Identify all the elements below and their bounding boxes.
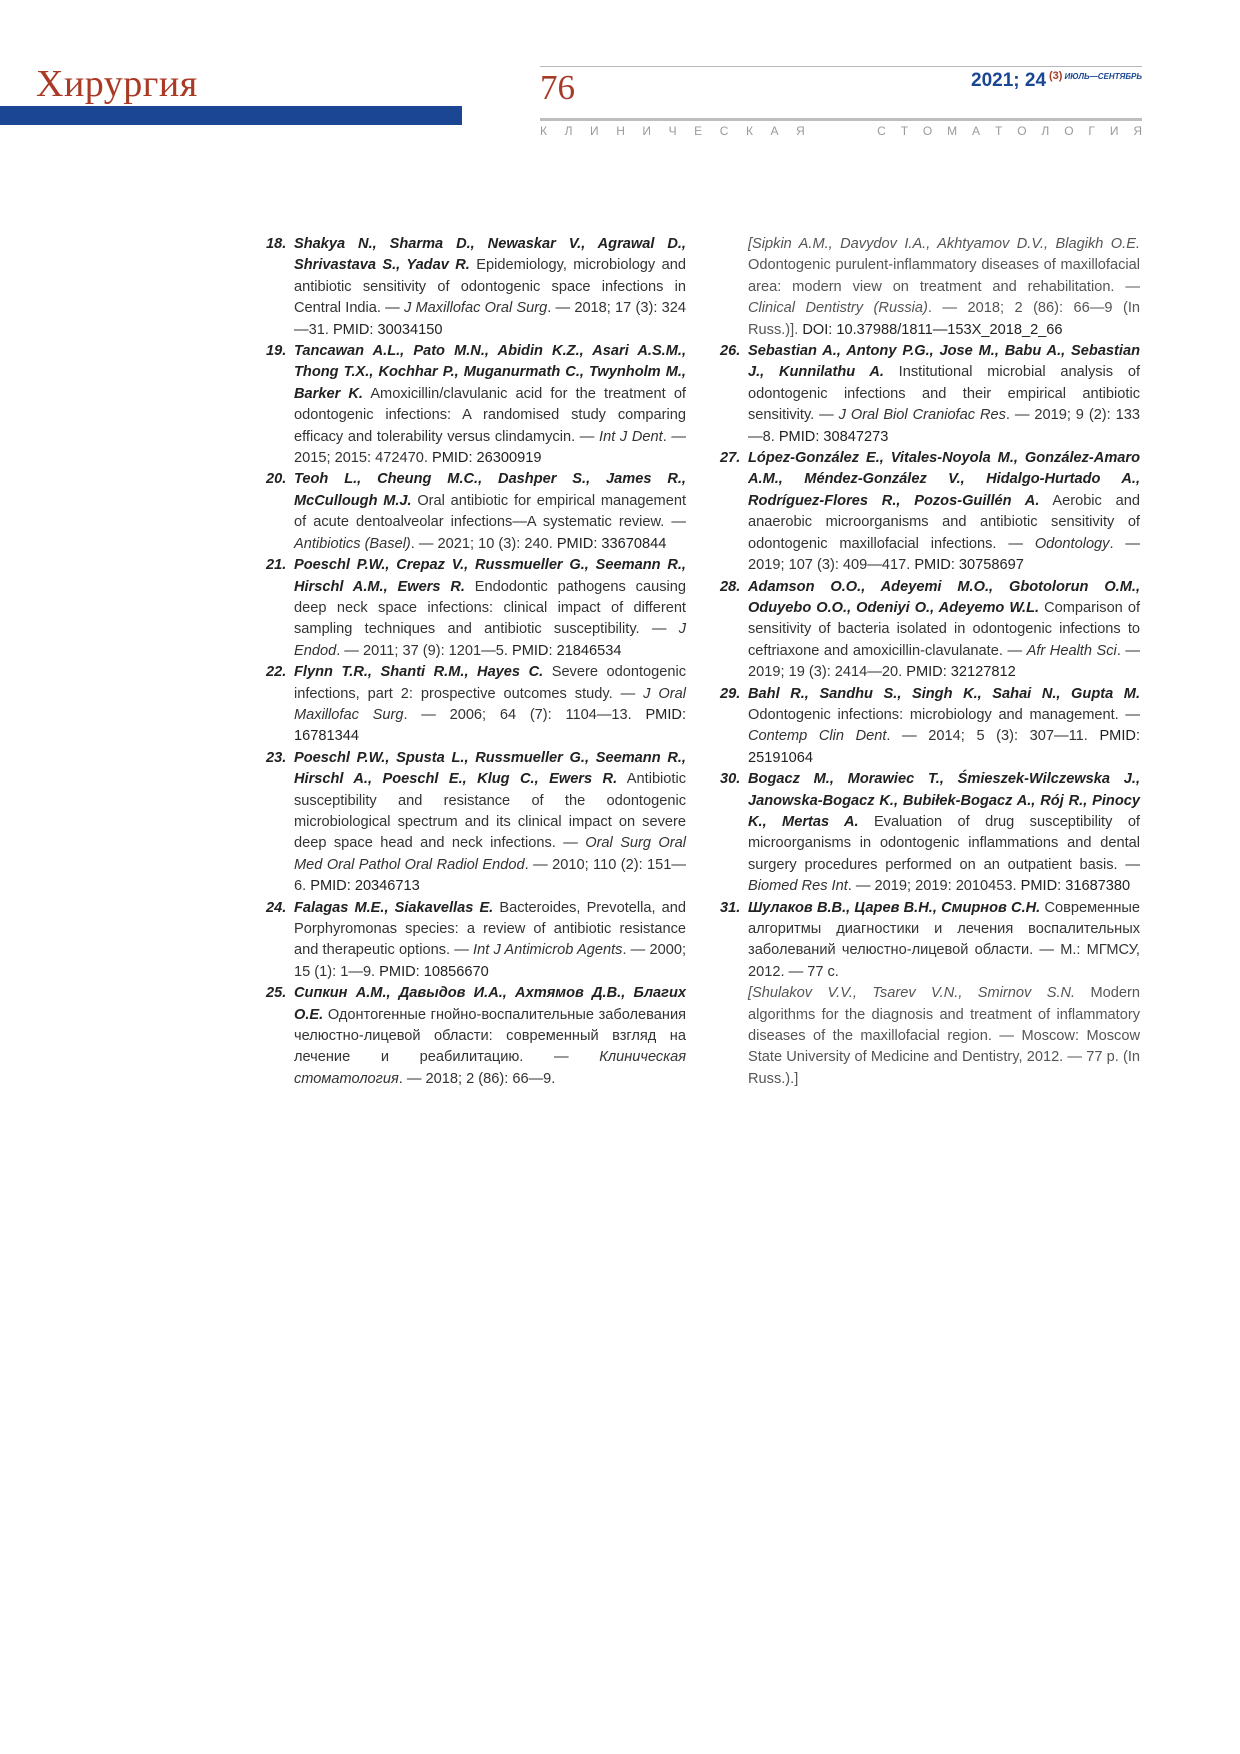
reference-title: Comparison of sensitivity of bacteria isolated in odontogenic infections to ceftriaxone and amoxicillin-clavulanate. — xyxy=(748,599,1140,659)
section-color-band xyxy=(0,106,462,125)
reference-authors: Tancawan A.L., Pato M.N., Abidin K.Z., Asari A.S.M., Thong T.X., Kochhar P., Muganurmath C., Twynholm M., Barker K. xyxy=(294,343,686,402)
reference-authors: Sebastian A., Antony P.G., Jose M., Babu A., Sebastian J., Kunnilathu A. xyxy=(748,343,1140,381)
reference-source: Oral Surg Oral Med Oral Pathol Oral Radiol Endod xyxy=(294,835,687,873)
reference-item xyxy=(720,684,1140,770)
reference-source: Afr Health Sci xyxy=(1026,642,1117,659)
issue-number: (3) xyxy=(1049,70,1063,82)
reference-number: 18. xyxy=(266,236,287,252)
reference-number: 29. xyxy=(720,685,741,702)
reference-title: Severe odontogenic infections, part 2: prospective outcomes study. — xyxy=(294,664,687,702)
reference-details: . — 2000; 15 (1): 1—9. xyxy=(294,942,686,980)
reference-title: Epidemiology, microbiology and antibiotic sensitivity of odontogenic space infections in Central India. — xyxy=(294,257,686,317)
reference-source: J Oral Biol Craniofac Res xyxy=(838,407,1006,424)
reference-number: 21. xyxy=(266,557,287,574)
reference-number: 20. xyxy=(266,471,287,488)
references-column-left xyxy=(266,234,687,1090)
reference-details: . — 2015; 2015: 472470. xyxy=(294,428,687,467)
reference-number: 28. xyxy=(720,578,741,595)
reference-title: Endodontic pathogens causing deep neck space infections: clinical impact of different sampling techniques and antibiotic susceptibility. — xyxy=(294,578,686,638)
header-top-rule xyxy=(540,66,1142,67)
reference-authors: Teoh L., Cheung M.C., Dashper S., James R., McCullough M.J. xyxy=(294,471,686,509)
reference-details: . — 2018; 17 (3): 324—31. xyxy=(294,300,686,338)
reference-pmid: PMID: 10856670 xyxy=(379,963,489,980)
reference-title: Amoxicillin/clavulanic acid for the treatment of odontogenic infections: A randomised study comparing efficacy and tolerability versus clindamycin. — xyxy=(294,385,686,445)
reference-item xyxy=(266,555,686,662)
reference-details: . — 2019; 9 (2): 133—8. xyxy=(748,407,1140,445)
reference-title: Antibiotic susceptibility and resistance of the odontogenic microbiological spectrum and its clinical impact on severe deep space head and neck infections. — xyxy=(294,771,687,852)
translation-title: Modern algorithms for the diagnosis and treatment of inflammatory diseases of the maxillofacial region. — Moscow: Moscow State University of Medicine and Dentistry, 2012. — 77 p. (In Russ.).] xyxy=(748,985,1140,1087)
reference-number: 22. xyxy=(266,664,287,681)
page-number: 76 xyxy=(540,68,575,107)
reference-authors: Шулаков В.В., Царев В.Н., Смирнов С.Н. xyxy=(748,899,1041,916)
reference-pmid: PMID: 31687380 xyxy=(1020,878,1131,895)
reference-item xyxy=(720,448,1141,576)
reference-pmid: PMID: 21846534 xyxy=(511,642,622,659)
reference-item xyxy=(266,234,686,341)
reference-details: . — 2018; 2 (86): 66—9. xyxy=(398,1070,556,1087)
header-bottom-rule xyxy=(540,118,1142,121)
reference-source: Antibiotics (Basel) xyxy=(294,535,411,552)
reference-title: Aerobic and anaerobic microorganisms and antibiotic sensitivity of odontogenic maxillofacial infections. — xyxy=(748,492,1140,552)
reference-number: 24. xyxy=(266,899,287,916)
reference-pmid: PMID: 30758697 xyxy=(914,557,1024,574)
reference-pmid: PMID: 33670844 xyxy=(556,535,667,552)
reference-source: Клиническая стоматология xyxy=(294,1049,686,1087)
translation-details: . — 2018; 2 (86): 66—9 (In Russ.)]. xyxy=(748,300,1140,338)
reference-item xyxy=(266,469,686,555)
reference-number: 26. xyxy=(720,343,741,360)
reference-authors: López-González E., Vitales-Noyola M., González-Amaro A.M., Méndez-González V., Hidalgo-Hurtado A., Rodríguez-Flores R., Pozos-Guillén A. xyxy=(748,450,1140,509)
translation-doi: DOI: 10.37988/1811—153X_2018_2_66 xyxy=(802,321,1063,338)
issue-year-volume: 2021; 24 xyxy=(971,70,1047,91)
reference-authors: Bahl R., Sandhu S., Singh K., Sahai N., Gupta M. xyxy=(748,685,1140,702)
reference-authors: Сипкин А.М., Давыдов И.А., Ахтямов Д.В., Благих О.Е. xyxy=(294,985,686,1023)
reference-source: Biomed Res Int xyxy=(748,878,848,895)
reference-details: . — 2006; 64 (7): 1104—13. xyxy=(403,706,646,723)
reference-item xyxy=(720,898,1140,984)
reference-number: 25. xyxy=(266,985,287,1002)
reference-details: . — 2014; 5 (3): 307—11. xyxy=(886,728,1100,745)
reference-details: . — 2021; 10 (3): 240. xyxy=(410,535,557,552)
reference-authors: Shakya N., Sharma D., Newaskar V., Agrawal D., Shrivastava S., Yadav R. xyxy=(294,236,686,274)
reference-details: . — 2019; 107 (3): 409—417. xyxy=(748,535,1141,574)
issue-period: ИЮЛЬ—СЕНТЯБРЬ xyxy=(1064,72,1142,81)
reference-number: 23. xyxy=(266,749,287,766)
reference-pmid: PMID: 20346713 xyxy=(310,878,420,895)
journal-name-word-2: С Т О М А Т О Л О Г И Я xyxy=(877,124,1142,138)
reference-source: Int J Antimicrob Agents xyxy=(473,942,623,959)
reference-source: J Maxillofac Oral Surg xyxy=(404,300,548,317)
reference-title: Evaluation of drug susceptibility of microorganisms in odontogenic inflammations and dental surgery procedures performed on an outpatient basis. — xyxy=(748,813,1140,873)
reference-source: J Endod xyxy=(294,621,686,659)
reference-source: Contemp Clin Dent xyxy=(748,728,887,745)
reference-pmid: PMID: 32127812 xyxy=(906,664,1016,681)
reference-item xyxy=(720,769,1140,897)
translation-authors: [Shulakov V.V., Tsarev V.N., Smirnov S.N. xyxy=(748,985,1076,1002)
reference-title: Bacteroides, Prevotella, and Porphyromonas species: a review of antibiotic resistance and therapeutic options. — xyxy=(294,899,686,959)
reference-31-translation xyxy=(724,983,1140,1090)
reference-item xyxy=(266,748,687,898)
reference-title: Oral antibiotic for empirical management of acute dentoalveolar infections—A systematic review. — xyxy=(294,492,686,531)
section-title: Хирургия xyxy=(36,63,198,105)
translation-title: Odontogenic purulent-inflammatory diseases of maxillofacial area: modern view on treatment and rehabilitation. — xyxy=(748,257,1140,295)
reference-pmid: PMID: 30847273 xyxy=(778,428,889,445)
reference-authors: Adamson O.O., Adeyemi M.O., Gbotolorun O.M., Oduyebo O.O., Odeniyi O., Adeyemo W.L. xyxy=(748,578,1140,616)
reference-authors: Poeschl P.W., Spusta L., Russmueller G., Seemann R., Hirschl A., Poeschl E., Klug C., Ewers R. xyxy=(294,749,686,788)
reference-authors: Flynn T.R., Shanti R.M., Hayes C. xyxy=(294,664,544,681)
reference-number: 31. xyxy=(720,899,741,916)
reference-25-translation xyxy=(724,234,1140,341)
reference-item xyxy=(266,898,686,984)
reference-pmid: PMID: 26300919 xyxy=(431,450,542,467)
reference-authors: Bogacz M., Morawiec T., Śmieszek-Wilczewska J., Janowska-Bogacz K., Bubiłek-Bogacz A., Rój R., Pinocy K., Mertas A. xyxy=(748,771,1140,830)
reference-number: 19. xyxy=(266,343,287,360)
reference-title: Современные алгоритмы диагностики и лечения воспалительных заболеваний челюстно-лицевой области. — М.: МГМСУ, 2012. — 77 с. xyxy=(748,899,1140,980)
reference-title: Institutional microbial analysis of odontogenic infections and their empirical antibiotic sensitivity. — xyxy=(748,364,1140,424)
reference-pmid: PMID: 30034150 xyxy=(332,321,443,338)
reference-item xyxy=(720,341,1140,448)
translation-source: Clinical Dentistry (Russia) xyxy=(748,300,928,317)
reference-authors: Falagas M.E., Siakavellas E. xyxy=(294,899,494,916)
reference-item xyxy=(266,662,687,748)
reference-number: 30. xyxy=(720,771,741,788)
reference-details: . — 2019; 19 (3): 2414—20. xyxy=(748,642,1141,681)
journal-name xyxy=(540,124,1142,138)
reference-details: . — 2011; 37 (9): 1201—5. xyxy=(336,642,512,659)
reference-authors: Poeschl P.W., Crepaz V., Russmueller G., Seemann R., Hirschl A.M., Ewers R. xyxy=(294,557,686,595)
reference-pmid: PMID: 16781344 xyxy=(294,706,686,745)
reference-details: . — 2010; 110 (2): 151—6. xyxy=(294,856,686,895)
journal-name-word-1: К Л И Н И Ч Е С К А Я xyxy=(540,124,805,138)
translation-authors: [Sipkin A.M., Davydov I.A., Akhtyamov D.V., Blagikh O.E. xyxy=(748,236,1140,252)
issue-info xyxy=(971,70,1142,92)
reference-pmid: PMID: 25191064 xyxy=(748,728,1140,766)
reference-details: . — 2019; 2019: 2010453. xyxy=(847,878,1021,895)
reference-title: Одонтогенные гнойно-воспалительные заболевания челюстно-лицевой области: современный взгляд на лечение и реабилитацию. — xyxy=(294,1006,686,1066)
references-column-right xyxy=(720,234,1141,1090)
reference-source: Odontology xyxy=(1034,535,1110,552)
reference-title: Odontogenic infections: microbiology and management. — xyxy=(748,706,1140,723)
reference-item xyxy=(266,983,686,1090)
reference-number: 27. xyxy=(720,450,741,467)
reference-source: J Oral Maxillofac Surg xyxy=(294,685,686,723)
reference-item xyxy=(720,577,1141,684)
reference-source: Int J Dent xyxy=(599,428,663,445)
reference-item xyxy=(266,341,687,469)
